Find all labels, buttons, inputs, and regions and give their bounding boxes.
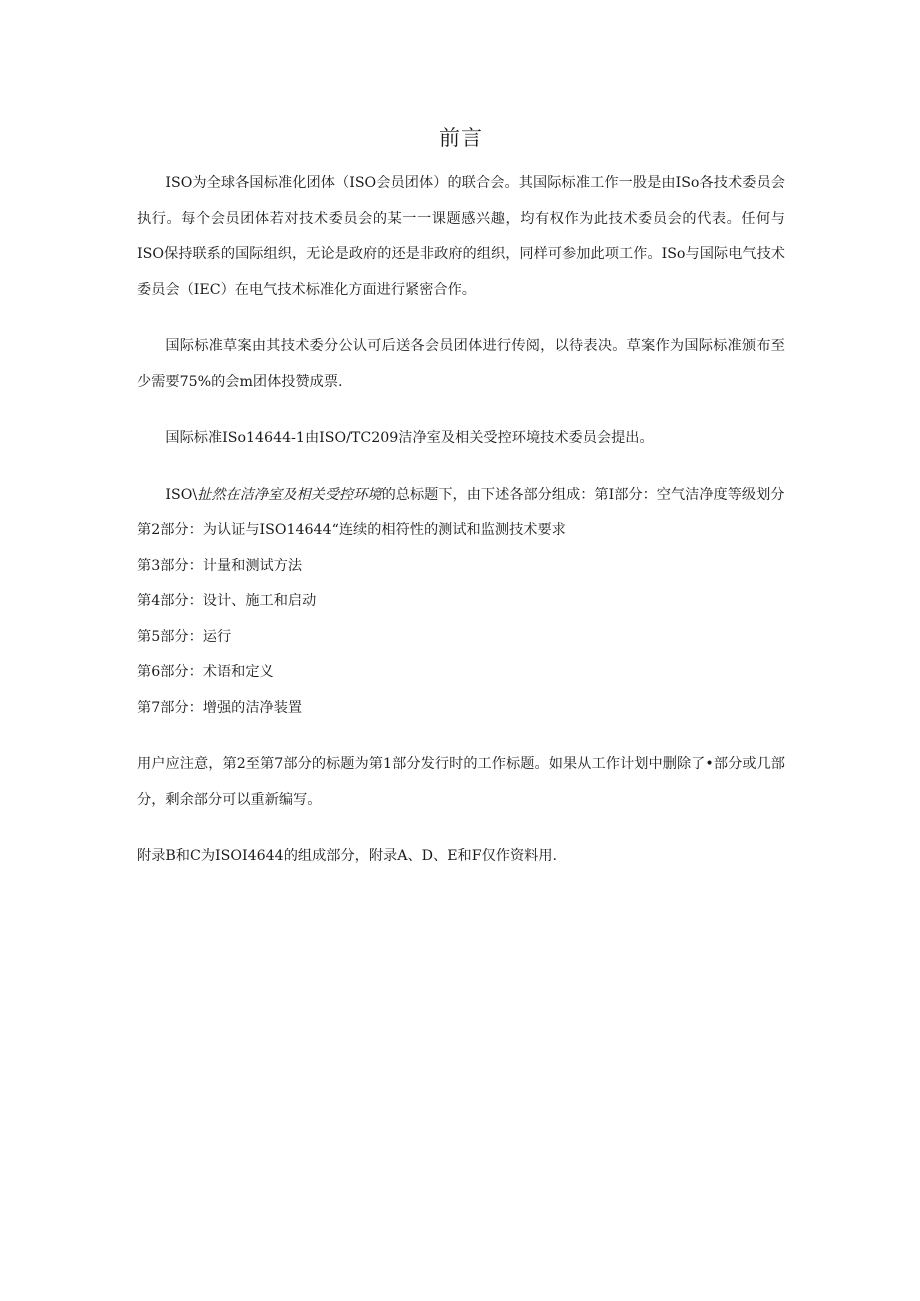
page-title: 前言 (439, 126, 483, 150)
list-item-part-2: 第2部分：为认证与ISO14644“连续的相符性的测试和监测技术要求 (137, 522, 566, 538)
list-item-part-4: 第4部分：设计、施工和启动 (137, 593, 317, 609)
list-item-part-3: 第3部分：计量和测试方法 (137, 557, 303, 574)
list-item-part-6: 第6部分：术语和定义 (137, 664, 274, 680)
list-item-part-7: 第7部分：增强的洁净装置 (137, 699, 303, 716)
paragraph-draft-voting: 国际标准草案由其技术委分公认可后送各会员团体进行传阅，以待表决。草案作为国际标准颁布至少需要75%的会m团体投赞成票. (137, 338, 785, 390)
parts-intro-suffix: 的总标题下，由下述各部分组成：第I部分：空气洁净度等级划分 (381, 486, 785, 503)
paragraph-standard-origin: 国际标准ISo14644-1由ISO/TC209洁净室及相关受控环境技术委员会提出。 (165, 430, 654, 446)
parts-intro-general-title: 扯然在洁净室及相关受控环境 (197, 486, 382, 503)
paragraph-user-note: 用户应注意，第2至第7部分的标题为第1部分发行时的工作标题。如果从工作计划中删除了•部分或几部分，剩余部分可以重新编写。 (137, 756, 785, 808)
parts-intro-prefix: ISO\ (165, 486, 198, 503)
document-page (137, 122, 785, 875)
paragraph-iso-intro: ISO为全球各国标准化团体（ISO会员团体）的联合会。其国际标准工作一股是由ISo各技术委员会执行。每个会员团体若对技术委员会的某一一课题感兴趣，均有权作为此技术委员会的代表。任何与ISO保持联系的国际组织，无论是政府的还是非政府的组织，同样可参加此项工作。ISo与国际电气技术委员会（IEC）在电气技术标准化方面进行紧密合作。 (137, 175, 785, 298)
paragraph-annexes: 附录B和C为ISOI4644的组成部分，附录A、D、E和F仅作资料用. (137, 848, 558, 864)
list-item-part-5: 第5部分：运行 (137, 628, 232, 645)
paragraph-parts-intro (137, 478, 785, 514)
